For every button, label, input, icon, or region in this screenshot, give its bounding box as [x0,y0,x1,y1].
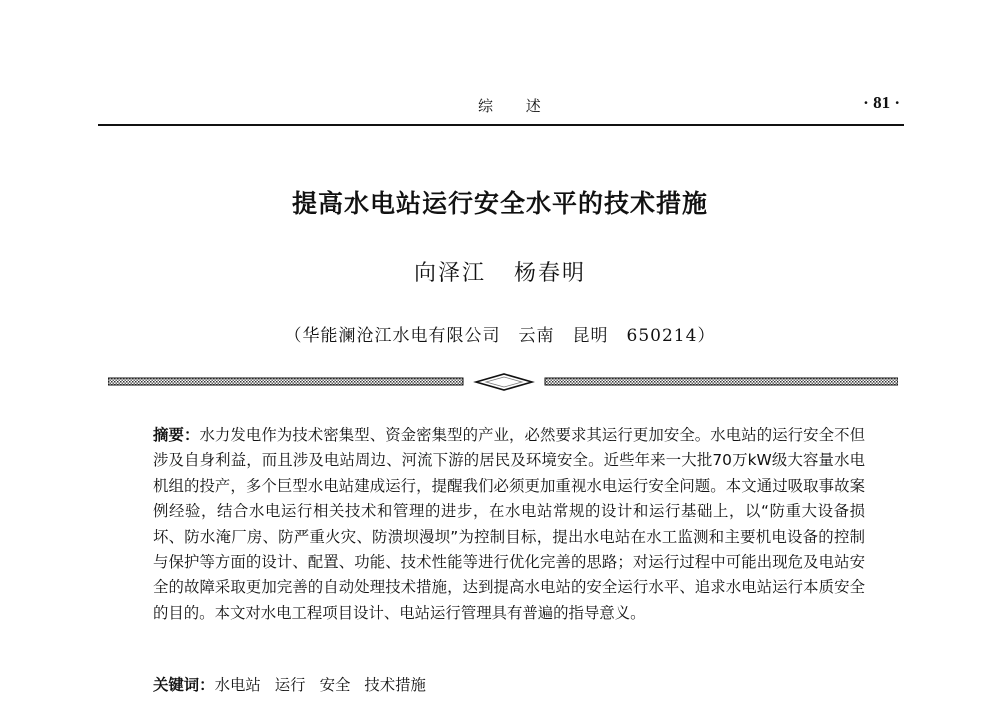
abstract-label: 摘要： [153,426,200,444]
abstract-text: 水力发电作为技术密集型、资金密集型的产业，必然要求其运行更加安全。水电站的运行安全不但涉及自身利益，而且涉及电站周边、河流下游的居民及环境安全。近些年来一大批70万kW级大容量水电机组的投产，多个巨型水电站建成运行，提醒我们必须更加重视水电运行安全问题。本文通过吸取事故案例经验，结合水电运行相关技术和管理的进步，在水电站常规的设计和运行基础上，以“防重大设备损坏、防水淹厂房、防严重火灾、防溃坝漫坝”为控制目标，提出水电站在水工监测和主要机电设备的控制与保护等方面的设计、配置、功能、技术性能等进行优化完善的思路；对运行过程中可能出现危及电站安全的故障采取更加完善的自动处理技术措施，达到提高水电站的安全运行水平、追求水电站运行本质安全的目的。本文对水电工程项目设计、电站运行管理具有普遍的指导意义。 [153,426,865,622]
divider-bar-left [108,378,463,385]
header-rule [98,124,904,126]
keywords [153,673,865,698]
keyword: 运行 [274,676,306,694]
keywords-label: 关键词： [153,676,215,694]
article-title: 提高水电站运行安全水平的技术措施 [291,189,708,218]
keyword: 技术措施 [364,676,426,694]
keyword: 水电站 [214,676,261,694]
running-header [98,93,904,123]
abstract [153,423,865,626]
author-name: 向泽江 [413,261,486,286]
page-number: · 81 · [863,93,900,112]
divider-diamond [476,374,532,390]
section-label: 综 述 [478,97,555,115]
author-name: 杨春明 [514,261,587,286]
keyword: 安全 [319,676,351,694]
divider-bar-right [545,378,898,385]
author-affiliation: （华能澜沧江水电有限公司 云南 昆明 650214） [284,326,716,346]
ornamental-divider [108,372,898,392]
author-list [0,256,1000,287]
